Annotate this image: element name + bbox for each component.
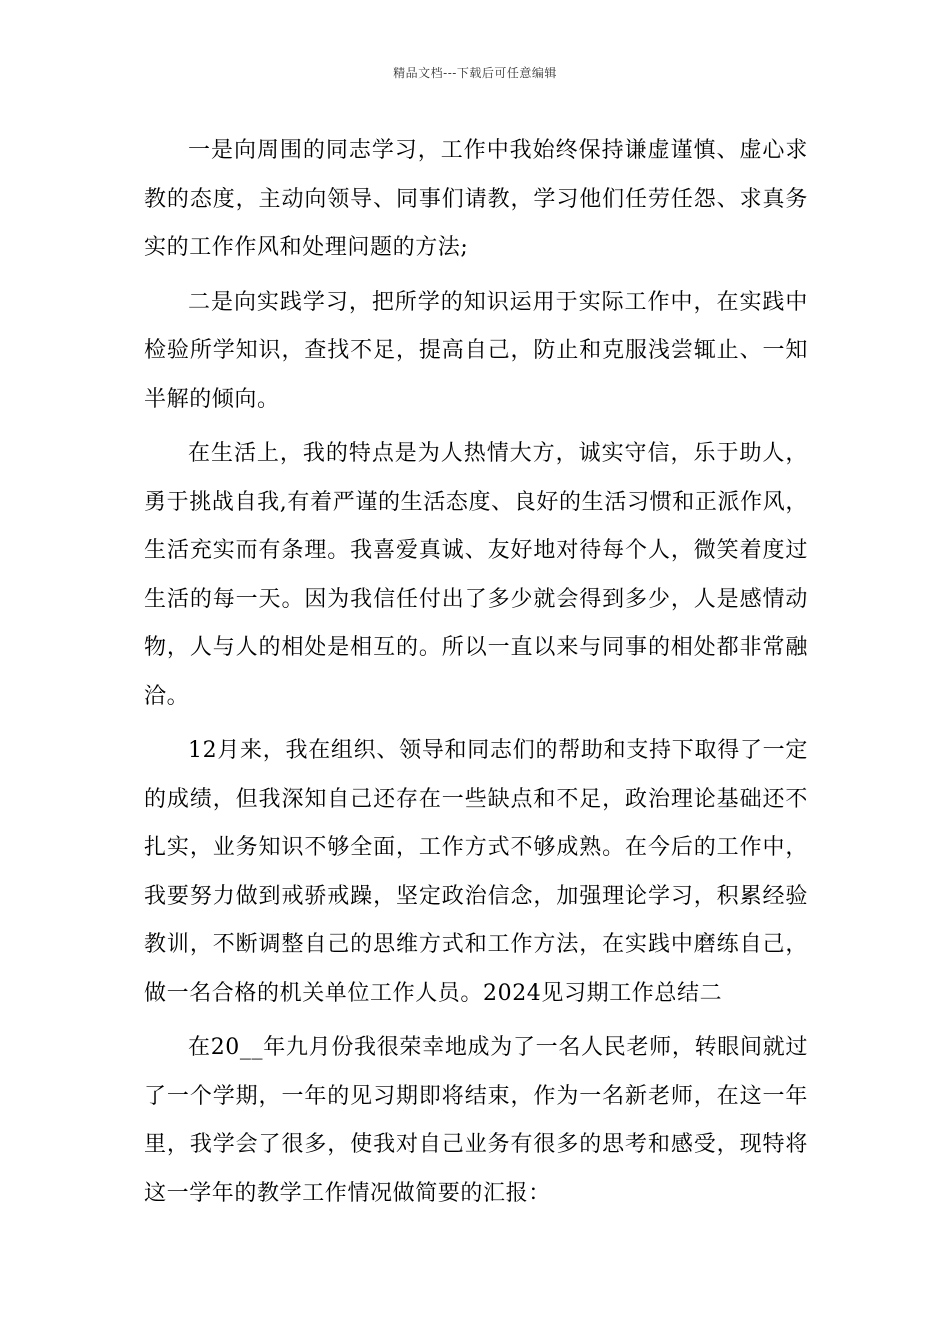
paragraph-achievements: 12月来，我在组织、领导和同志们的帮助和支持下取得了一定的成绩，但我深知自己还存在一些缺点和不足，政治理论基础还不扎实，业务知识不够全面，工作方式不够成熟。在今后的工作中，我要努力做到戒骄戒躁，坚定政治信念，加强理论学习，积累经验教训，不断调整自己的思维方式和工作方法，在实践中磨练自己，做一名合格的机关单位工作人员。2024见习期工作总结二 bbox=[144, 738, 808, 1006]
paragraph-life: 在生活上，我的特点是为人热情大方，诚实守信，乐于助人，勇于挑战自我,有着严谨的生活态度、良好的生活习惯和正派作风，生活充实而有条理。我喜爱真诚、友好地对待每个人，微笑着度过生活的每一天。因为我信任付出了多少就会得到多少，人是感情动物，人与人的相处是相互的。所以一直以来与同事的相处都非常融洽。 bbox=[144, 441, 808, 709]
paragraph-teacher-intro: 在20__年九月份我很荣幸地成为了一名人民老师，转眼间就过了一个学期，一年的见习期即将结束，作为一名新老师，在这一年里，我学会了很多，使我对自己业务有很多的思考和感受，现特将这一学年的教学工作情况做简要的汇报： bbox=[144, 1035, 808, 1206]
paragraph-learn-from-practice: 二是向实践学习，把所学的知识运用于实际工作中，在实践中检验所学知识，查找不足，提高自己，防止和克服浅尝辄止、一知半解的倾向。 bbox=[144, 289, 808, 412]
paragraph-learn-from-colleagues: 一是向周围的同志学习，工作中我始终保持谦虚谨慎、虚心求教的态度，主动向领导、同事们请教，学习他们任劳任怨、求真务实的工作作风和处理问题的方法; bbox=[144, 138, 808, 260]
page-header: 精品文档---下载后可任意编辑 bbox=[393, 66, 557, 80]
document-body bbox=[144, 127, 808, 1224]
